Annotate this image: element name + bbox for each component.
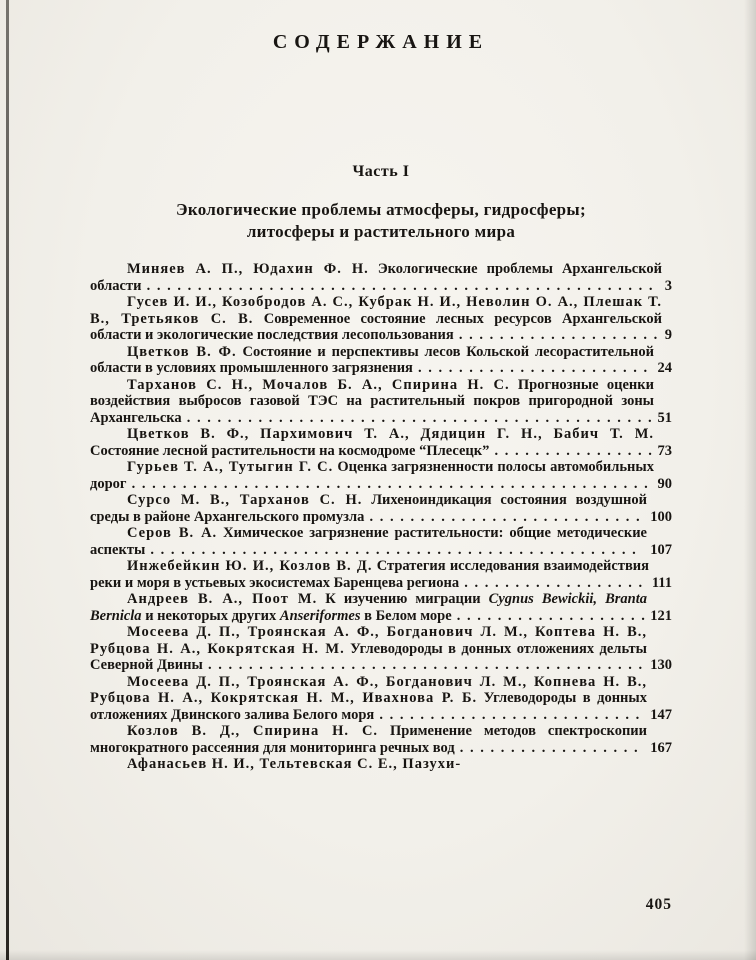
entry-page-number: 147	[650, 706, 672, 723]
toc-entry	[90, 492, 672, 525]
entry-authors: Серов В. А.	[127, 525, 218, 541]
entry-page-number: 100	[650, 508, 672, 525]
toc-entry	[90, 377, 672, 427]
entry-page-number: 111	[651, 574, 672, 591]
entry-text	[127, 756, 461, 772]
entry-authors: Инжебейкин Ю. И., Козлов В. Д.	[127, 558, 373, 574]
entry-page-number: 167	[650, 739, 672, 756]
scan-edge-right-artifact	[744, 0, 756, 960]
page-number: 405	[645, 896, 672, 913]
entry-authors: Цветков В. Ф.	[127, 343, 237, 360]
entry-title: Применение методов спектроскопии многократного рассеяния для мониторинга речных вод	[90, 723, 648, 756]
toc-entry	[90, 459, 672, 492]
entry-page-number: 130	[650, 657, 672, 673]
entry-authors: Мосеева Д. П., Троянская А. Ф., Богданович Л. М., Копнева Н. В., Рубцова Н. А., Кокрятская Н. М., Ивахнова Р. Б.	[90, 673, 647, 706]
dot-leader: . . . . . . . . . . . . . . . . . . . . . . . . . .	[374, 706, 641, 723]
entry-page-number: 73	[657, 442, 672, 459]
entry-title: и некоторых других	[141, 607, 280, 624]
toc-entries	[90, 261, 672, 773]
entry-page-number: 51	[657, 409, 672, 426]
entry-authors: Миняев А. П., Юдахин Ф. Н.	[127, 261, 369, 277]
section-heading-line1: Экологические проблемы атмосферы, гидросферы;	[176, 200, 586, 219]
dot-leader: . . . . . . . . . . . . . . . . . . . . . . . . . . . . . . . . . . . . . . . . . . .	[202, 657, 644, 673]
dot-leader: . . . . . . . . . . . . . . . . . . . . . . . . . . . . . . . . . . . . . . . . . . . . . . . . . . .	[126, 475, 650, 492]
scan-edge-left-artifact	[6, 0, 9, 960]
section-heading	[90, 199, 672, 243]
entry-title: Оценка загрязненности полосы автомобильных дорог	[90, 459, 654, 492]
toc-entry	[90, 591, 672, 624]
entry-title: Состояние и перспективы лесов Кольской лесорастительной области в условиях промышленного загрязнения	[90, 343, 654, 376]
entry-title: Экологические проблемы Архангельской области	[90, 261, 662, 294]
species-name: Cygnus Bewickii, Branta Bernicla	[90, 591, 647, 624]
toc-entry	[90, 674, 672, 724]
text-block	[90, 0, 672, 960]
entry-authors: Мосеева Д. П., Троянская А. Ф., Богданович Л. М., Коптева Н. В., Рубцова Н. А., Кокрятская Н. М.	[90, 624, 647, 657]
entry-page-number: 9	[664, 327, 672, 343]
entry-authors: Андреев В. А., Поот М.	[127, 591, 318, 607]
entry-authors: Козлов В. Д., Спирина Н. С.	[127, 723, 379, 739]
toc-entry	[90, 558, 672, 591]
toc-entry	[90, 294, 672, 344]
entry-title: Прогнозные оценки воздействия выбросов газовой ТЭС на растительный покров пригородной зоны Архангельска	[90, 376, 654, 426]
toc-entry	[90, 344, 672, 377]
entry-authors: Гурьев Т. А., Тутыгин Г. С.	[127, 459, 334, 475]
entry-page-number: 3	[664, 277, 672, 294]
toc-entry	[90, 426, 672, 459]
dot-leader: . . . . . . . . . . . . . . . . . .	[454, 739, 640, 756]
part-heading: Часть I	[352, 163, 410, 180]
dot-leader: . . . . . . . . . . . . . . . . . . .	[451, 607, 647, 624]
dot-leader: . . . . . . . . . . . . . . . . . . . . . . .	[412, 360, 649, 376]
entry-title: Углеводороды в донных отложениях дельты Северной Двины	[90, 640, 647, 673]
dot-leader: . . . . . . . . . . . . . . . . . . . . . . . . . . . . . . . . . . . . . . . . . . . . . . . . . .	[141, 277, 654, 294]
dot-leader: . . . . . . . . . . . . . . . . . . . . . . . . . . .	[364, 508, 642, 525]
entry-title: Современное состояние лесных ресурсов Архангельской области и экологические последствия лесопользования	[90, 310, 663, 343]
toc-entry	[90, 756, 672, 773]
toc-entry	[90, 525, 672, 558]
entry-title: в Белом море	[360, 607, 452, 624]
entry-title: Состояние лесной растительности на космодроме “Плесецк”	[90, 442, 490, 459]
entry-title: Стратегия исследования взаимодействия реки и моря в устьевых экосистемах Баренцева региона	[90, 558, 649, 591]
toc-entry	[90, 723, 672, 756]
toc-entry	[90, 261, 672, 294]
entry-page-number: 107	[650, 541, 672, 558]
section-heading-line2: литосферы и растительного мира	[246, 222, 516, 241]
dot-leader: . . . . . . . . . . . . . . . . . . . .	[453, 327, 659, 343]
dot-leader: . . . . . . . . . . . . . . . . . . . . . . . . . . . . . . . . . . . . . . . . . . . . . . . .	[145, 541, 638, 558]
entry-title: Химическое загрязнение растительности: общие методические аспекты	[90, 525, 647, 558]
entry-authors: Гусев И. И., Козобродов А. С., Кубрак Н. И., Неволин О. А., Плешак Т. В., Третьяков С. В.	[90, 294, 662, 327]
entry-page-number: 121	[650, 607, 672, 624]
dot-leader: . . . . . . . . . . . . . . . . . . . . . . . . . . . . . . . . . . . . . . . . . . . . . .	[181, 409, 654, 426]
entry-title: Углеводороды в донных отложениях Двинского залива Белого моря	[90, 690, 647, 723]
dot-leader: . . . . . . . . . . . . . . . . . .	[459, 574, 644, 591]
entry-authors: Цветков В. Ф., Пархимович Т. А., Дядицин Г. Н., Бабич Т. М.	[127, 426, 654, 442]
entry-authors: Сурсо М. В., Тарханов С. Н.	[127, 492, 363, 508]
entry-title: Лихеноиндикация состояния воздушной среды в районе Архангельского промузла	[90, 492, 647, 525]
entry-title: К изучению миграции	[317, 591, 489, 607]
entry-page-number: 90	[657, 475, 672, 492]
toc-title: СОДЕРЖАНИЕ	[272, 31, 490, 53]
species-name: Anseriformes	[279, 607, 361, 624]
entry-page-number: 24	[657, 360, 672, 376]
entry-authors: Афанасьев Н. И., Тельтевская С. Е., Пазухи-	[127, 756, 462, 772]
toc-entry	[90, 624, 672, 674]
dot-leader: . . . . . . . . . . . . . . . .	[489, 442, 654, 459]
entry-authors: Тарханов С. Н., Мочалов Б. А., Спирина Н. С.	[127, 376, 510, 393]
